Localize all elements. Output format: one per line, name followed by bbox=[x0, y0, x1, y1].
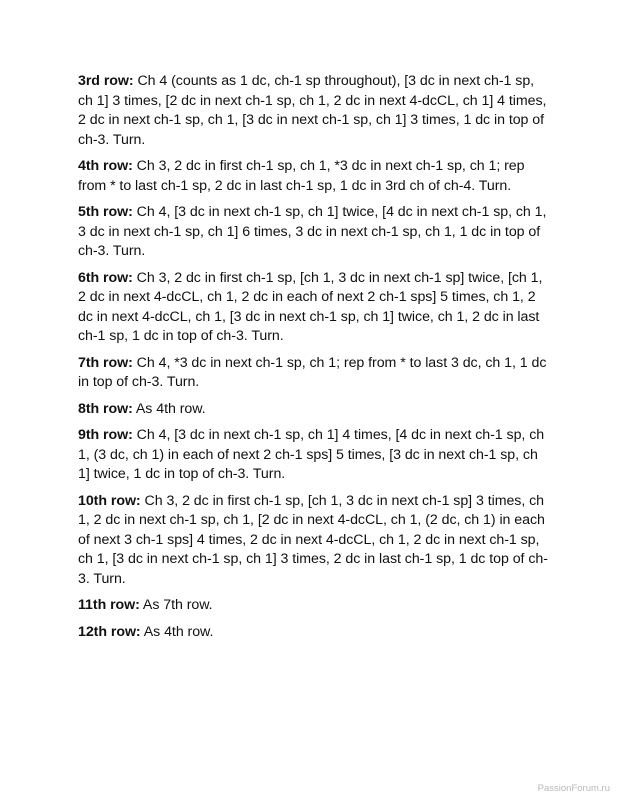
watermark: PassionForum.ru bbox=[537, 783, 610, 794]
row-text: As 4th row. bbox=[132, 400, 206, 417]
row-label: 3rd row: bbox=[78, 73, 134, 89]
row-10-instruction bbox=[78, 492, 548, 590]
row-label: 11th row: bbox=[78, 597, 140, 613]
row-4-instruction bbox=[78, 157, 548, 196]
row-6-instruction bbox=[78, 269, 548, 347]
row-text: Ch 3, 2 dc in first ch-1 sp, [ch 1, 3 dc in next ch-1 sp] twice, [ch 1, 2 dc in next 4-dcCL, ch 1, 2 dc in each of next 2 ch-1 sps] 5 times, ch 1, 2 dc in next 4-dcCL, ch 1, [3 dc in next ch-1 sp, ch 1] twice, ch 1, 2 dc in last ch-1 sp, 1 dc in top of ch-3. Turn. bbox=[78, 269, 543, 344]
row-label: 10th row: bbox=[78, 492, 141, 509]
row-label: 12th row: bbox=[78, 623, 141, 640]
row-12-instruction bbox=[78, 623, 548, 643]
row-label: 4th row: bbox=[78, 158, 133, 174]
row-text: As 4th row. bbox=[140, 623, 214, 640]
row-label: 7th row: bbox=[78, 354, 133, 371]
row-label: 5th row: bbox=[78, 204, 133, 220]
row-text: Ch 4, [3 dc in next ch-1 sp, ch 1] twice, [4 dc in next ch-1 sp, ch 1, 3 dc in next ch-1 sp, ch 1] 6 times, 3 dc in next ch-1 sp, ch 1, 1 dc in top of ch-3. Turn. bbox=[78, 204, 547, 259]
row-11-instruction bbox=[78, 596, 548, 616]
row-text: Ch 4, [3 dc in next ch-1 sp, ch 1] 4 times, [4 dc in next ch-1 sp, ch 1, (3 dc, ch 1) in each of next 2 ch-1 sps] 5 times, [3 dc in next ch-1 sp, ch 1] twice, 1 dc in top of ch-3. Turn. bbox=[78, 427, 545, 482]
row-label: 9th row: bbox=[78, 427, 133, 443]
row-7-instruction bbox=[78, 354, 548, 393]
row-text: Ch 3, 2 dc in first ch-1 sp, ch 1, *3 dc in next ch-1 sp, ch 1; rep from * to last ch-1 sp, 2 dc in last ch-1 sp, 1 dc in 3rd ch of ch-4. Turn. bbox=[78, 158, 525, 194]
row-9-instruction bbox=[78, 426, 548, 485]
row-text: Ch 4 (counts as 1 dc, ch-1 sp throughout), [3 dc in next ch-1 sp, ch 1] 3 times, [2 dc in next ch-1 sp, ch 1, 2 dc in next 4-dcCL, ch 1] 4 times, 2 dc in next ch-1 sp, ch 1, [3 dc in next ch-1 sp, ch 1] 3 times, 1 dc in top of ch-3. Turn. bbox=[78, 73, 547, 148]
row-label: 6th row: bbox=[78, 269, 133, 286]
row-text: Ch 3, 2 dc in first ch-1 sp, [ch 1, 3 dc in next ch-1 sp] 3 times, ch 1, 2 dc in next ch-1 sp, ch 1, [2 dc in next 4-dcCL, ch 1, (2 dc, ch 1) in each of next 3 ch-1 sps] 4 times, 2 dc in next 4-dcCL, ch 1, 2 dc in next ch-1 sp, ch 1, [3 dc in next ch-1 sp, ch 1] 3 times, 2 dc in last ch-1 sp, 1 dc top of ch-3. Turn. bbox=[78, 492, 548, 587]
row-text: As 7th row. bbox=[139, 597, 213, 613]
row-label: 8th row: bbox=[78, 400, 133, 417]
row-3-instruction bbox=[78, 72, 548, 150]
row-text: Ch 4, *3 dc in next ch-1 sp, ch 1; rep from * to last 3 dc, ch 1, 1 dc in top of ch-3. Turn. bbox=[78, 354, 547, 390]
row-5-instruction bbox=[78, 203, 548, 262]
pattern-instructions bbox=[78, 72, 548, 649]
row-8-instruction bbox=[78, 400, 548, 420]
